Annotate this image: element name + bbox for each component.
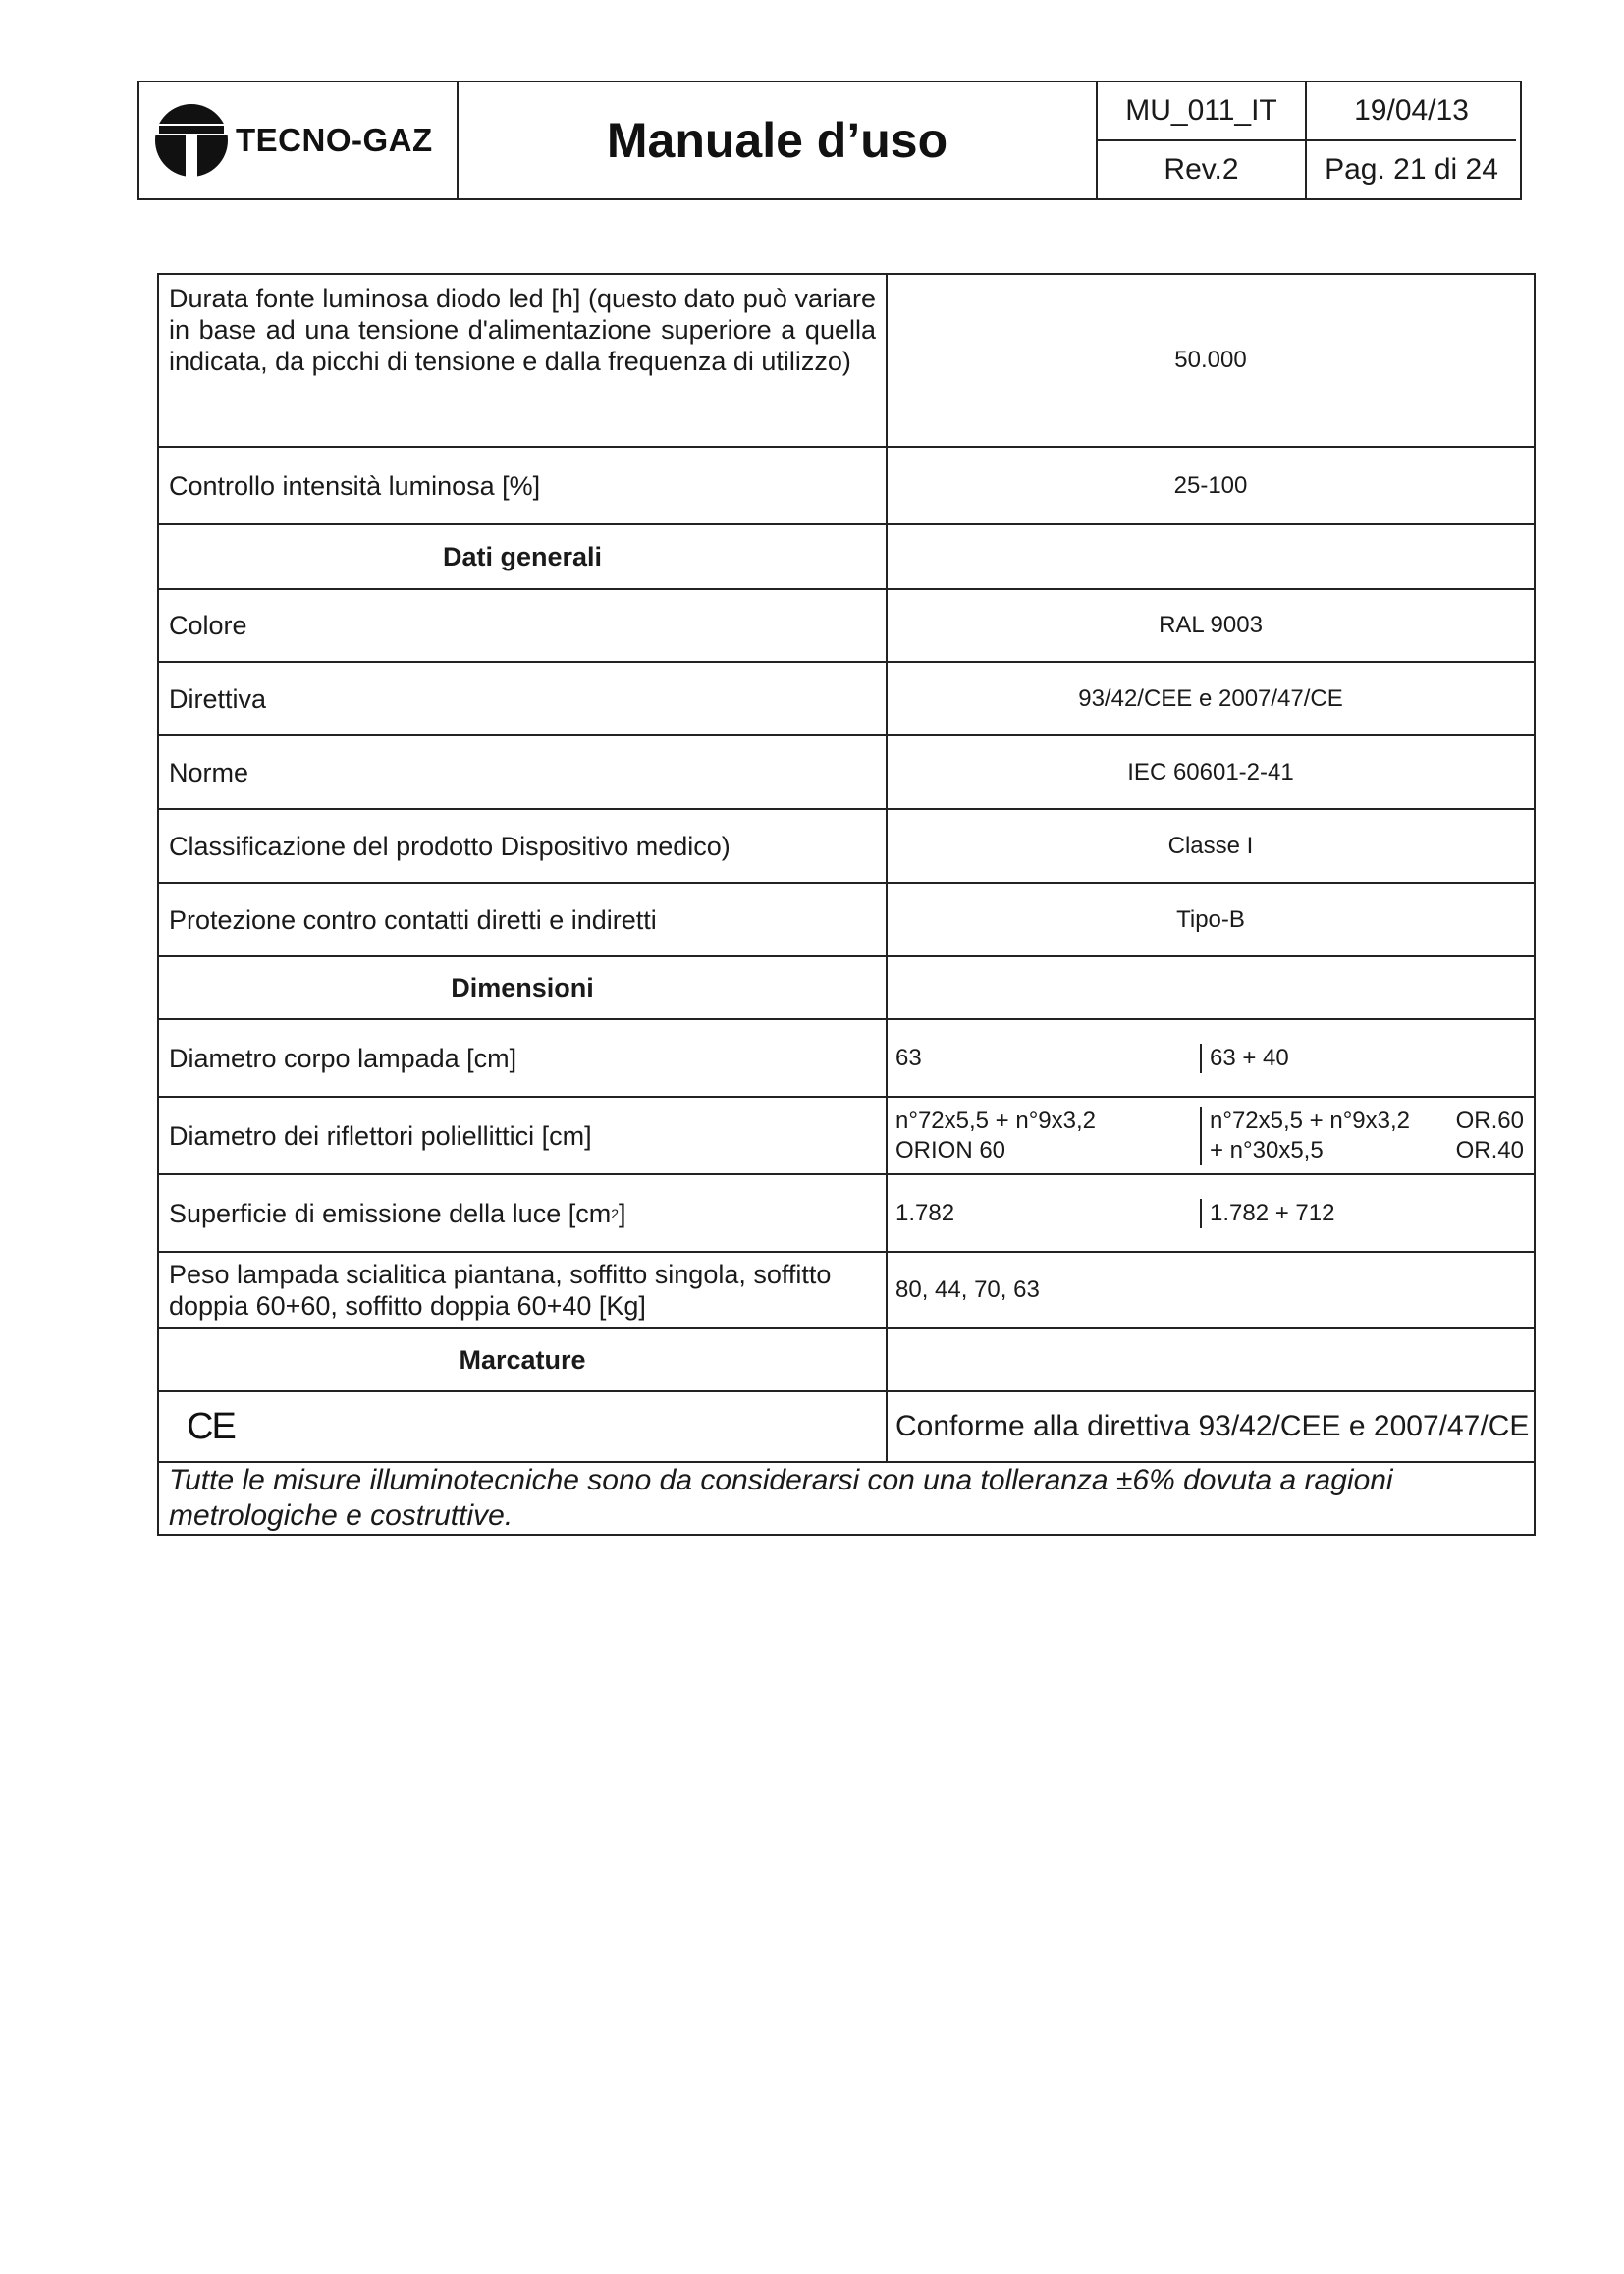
controllo-label: Controllo intensità luminosa [%] [159, 448, 888, 523]
norme-label: Norme [159, 736, 888, 808]
superficie-label-sup: 2 [611, 1205, 620, 1221]
section-dimensioni: Dimensioni [159, 957, 888, 1018]
riflettori-a-line1: n°72x5,5 + n°9x3,2 [895, 1107, 1097, 1134]
diametro-corpo-label: Diametro corpo lampada [cm] [159, 1020, 888, 1096]
diametro-corpo-values [888, 1020, 1534, 1096]
riflettori-values [888, 1098, 1534, 1173]
table-row [159, 663, 1534, 736]
direttiva-value: 93/42/CEE e 2007/47/CE [1078, 684, 1343, 712]
durata-value: 50.000 [1174, 347, 1247, 373]
riflettori-label: Diametro dei riflettori poliellittici [cm] [159, 1098, 888, 1173]
doc-revision: Rev.2 [1098, 141, 1307, 198]
riflettori-a-line2: ORION 60 [895, 1136, 1006, 1164]
norme-value: IEC 60601-2-41 [1127, 758, 1294, 785]
riflettori-b [1202, 1107, 1534, 1165]
superficie-label [159, 1175, 888, 1251]
colore-value: RAL 9003 [1159, 612, 1263, 638]
empty-cell [888, 957, 1534, 1018]
table-row [159, 1098, 1534, 1175]
peso-value: 80, 44, 70, 63 [895, 1276, 1040, 1303]
superficie-b: 1.782 + 712 [1210, 1199, 1335, 1226]
tolerance-note: Tutte le misure illuminotecniche sono da considerarsi con una tolleranza ±6% dovuta a ragioni metrologiche e costruttive. [169, 1464, 1393, 1532]
doc-code: MU_011_IT [1098, 82, 1307, 141]
direttiva-label: Direttiva [159, 663, 888, 734]
table-row [159, 884, 1534, 957]
ce-mark-cell [159, 1392, 888, 1461]
superficie-values [888, 1175, 1534, 1251]
controllo-value: 25-100 [1173, 471, 1248, 499]
specs-table [157, 273, 1536, 1536]
table-row [159, 1020, 1534, 1098]
document-meta [1098, 82, 1520, 198]
riflettori-b-line1: n°72x5,5 + n°9x3,2 [1210, 1107, 1411, 1134]
peso-label: Peso lampada scialitica piantana, soffitto singola, soffitto doppia 60+60, soffitto doppia 60+40 [Kg] [159, 1253, 888, 1327]
brand-name: TECNO-GAZ [236, 122, 433, 158]
superficie-a: 1.782 [888, 1199, 1202, 1228]
diametro-corpo-b: 63 + 40 [1210, 1044, 1289, 1071]
colore-label: Colore [159, 590, 888, 661]
section-dati-generali: Dati generali [159, 525, 888, 588]
section-row [159, 957, 1534, 1020]
riflettori-b-tag1: OR.60 [1455, 1107, 1524, 1134]
document-title: Manuale d’uso [459, 82, 1098, 198]
table-row [159, 736, 1534, 810]
protezione-value: Tipo-B [1176, 905, 1245, 933]
page-number: Pag. 21 di 24 [1325, 153, 1498, 186]
doc-date: 19/04/13 [1307, 82, 1516, 141]
conforme-value: Conforme alla direttiva 93/42/CEE e 2007/47/CE [895, 1410, 1530, 1442]
empty-cell [888, 525, 1534, 588]
table-row [159, 1175, 1534, 1253]
table-row [159, 448, 1534, 525]
note-row [159, 1463, 1534, 1534]
table-row [159, 275, 1534, 448]
classificazione-label: Classificazione del prodotto Dispositivo medico) [159, 810, 888, 882]
superficie-label-text: Superficie di emissione della luce [cm [169, 1198, 612, 1228]
diametro-corpo-a: 63 [888, 1044, 1202, 1073]
table-row [159, 1392, 1534, 1463]
protezione-label: Protezione contro contatti diretti e indiretti [159, 884, 888, 955]
company-logo [139, 82, 459, 198]
ce-mark-icon: CE [187, 1406, 235, 1447]
document-header [137, 81, 1522, 200]
superficie-label-end: ] [619, 1198, 626, 1228]
section-row [159, 1329, 1534, 1392]
tecno-gaz-logo-icon [153, 102, 230, 179]
riflettori-b-tag2: OR.40 [1455, 1136, 1524, 1164]
classificazione-value: Classe I [1167, 832, 1254, 859]
empty-cell [888, 1329, 1534, 1390]
table-row [159, 810, 1534, 884]
section-row [159, 525, 1534, 590]
riflettori-a [888, 1107, 1202, 1165]
durata-label: Durata fonte luminosa diodo led [h] (questo dato può variare in base ad una tensione d'alimentazione superiore a quella indicata, da picchi di tensione e dalla frequenza di utilizzo) [159, 275, 888, 446]
table-row [159, 1253, 1534, 1329]
section-marcature: Marcature [159, 1329, 888, 1390]
table-row [159, 590, 1534, 663]
riflettori-b-line2: + n°30x5,5 [1210, 1136, 1324, 1164]
